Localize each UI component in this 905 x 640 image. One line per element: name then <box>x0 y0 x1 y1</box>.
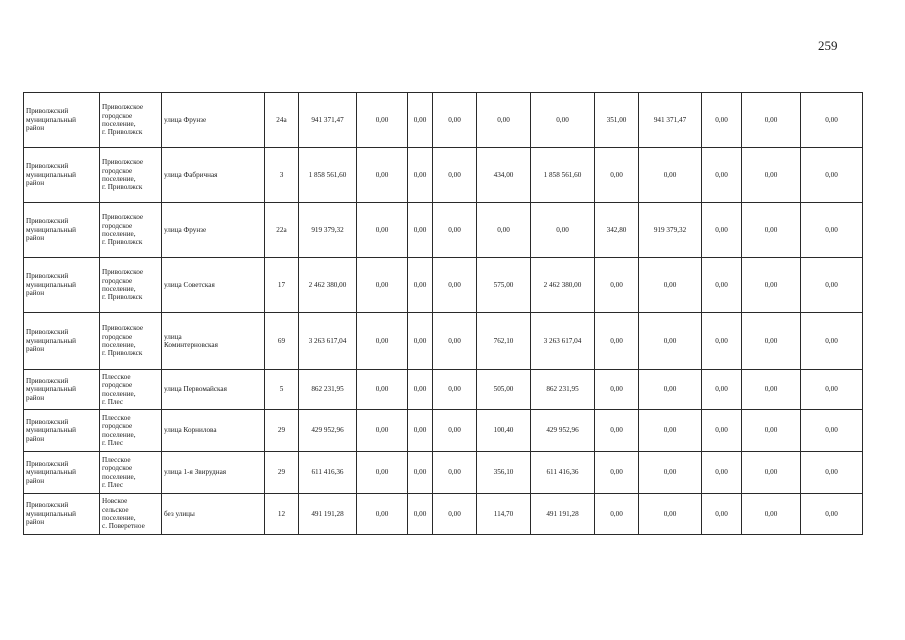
value-cell: 611 416,36 <box>531 452 595 494</box>
value-cell: 0,00 <box>639 452 702 494</box>
value-cell: 0,00 <box>742 258 801 313</box>
street-cell-text: улица Коминтерновская <box>164 332 218 349</box>
district-cell <box>24 148 100 203</box>
district-cell-text: Приволжский муниципальный район <box>26 328 77 354</box>
settlement-cell-text: Приволжское городское поселение, г. Приволжск <box>102 158 144 192</box>
value-cell: 0,00 <box>702 258 742 313</box>
value-cell: 0,00 <box>433 410 477 452</box>
value-cell: 0,00 <box>742 452 801 494</box>
value-cell: 0,00 <box>742 494 801 535</box>
value-cell: 0,00 <box>801 452 863 494</box>
table-row <box>24 148 863 203</box>
street-cell-text: улица Корнилова <box>164 426 217 435</box>
value-cell: 0,00 <box>702 93 742 148</box>
value-cell: 0,00 <box>408 258 433 313</box>
value-cell: 114,70 <box>477 494 531 535</box>
district-cell-text: Приволжский муниципальный район <box>26 162 77 188</box>
value-cell: 0,00 <box>531 93 595 148</box>
value-cell: 0,00 <box>408 370 433 410</box>
settlement-cell <box>100 494 162 535</box>
value-cell: 0,00 <box>595 148 639 203</box>
value-cell: 0,00 <box>639 410 702 452</box>
street-cell <box>162 494 265 535</box>
house-number-cell: 12 <box>265 494 299 535</box>
value-cell: 0,00 <box>408 313 433 370</box>
value-cell: 1 858 561,60 <box>299 148 357 203</box>
settlement-cell <box>100 148 162 203</box>
settlement-cell-text: Плесское городское поселение, г. Плес <box>102 372 136 406</box>
value-cell: 0,00 <box>433 452 477 494</box>
value-cell: 0,00 <box>801 370 863 410</box>
settlement-cell-text: Приволжское городское поселение, г. Приволжск <box>102 213 144 247</box>
value-cell: 0,00 <box>639 494 702 535</box>
settlement-cell <box>100 93 162 148</box>
value-cell: 0,00 <box>702 313 742 370</box>
street-cell <box>162 313 265 370</box>
value-cell: 0,00 <box>639 370 702 410</box>
value-cell: 0,00 <box>433 313 477 370</box>
value-cell: 0,00 <box>702 410 742 452</box>
district-cell-text: Приволжский муниципальный район <box>26 107 77 133</box>
value-cell: 0,00 <box>408 494 433 535</box>
value-cell: 434,00 <box>477 148 531 203</box>
district-cell-text: Приволжский муниципальный район <box>26 376 77 402</box>
district-cell-text: Приволжский муниципальный район <box>26 459 77 485</box>
value-cell: 0,00 <box>595 452 639 494</box>
value-cell: 0,00 <box>357 494 408 535</box>
street-cell-text: улица Фрунзе <box>164 115 207 124</box>
value-cell: 0,00 <box>433 148 477 203</box>
value-cell: 0,00 <box>357 203 408 258</box>
value-cell: 0,00 <box>433 494 477 535</box>
house-number-cell: 29 <box>265 410 299 452</box>
value-cell: 862 231,95 <box>531 370 595 410</box>
value-cell: 0,00 <box>595 258 639 313</box>
value-cell: 0,00 <box>408 203 433 258</box>
house-number-cell: 22а <box>265 203 299 258</box>
value-cell: 0,00 <box>357 258 408 313</box>
value-cell: 862 231,95 <box>299 370 357 410</box>
value-cell: 0,00 <box>742 203 801 258</box>
settlement-cell <box>100 452 162 494</box>
value-cell: 356,10 <box>477 452 531 494</box>
value-cell: 0,00 <box>595 494 639 535</box>
value-cell: 0,00 <box>595 410 639 452</box>
value-cell: 762,10 <box>477 313 531 370</box>
value-cell: 0,00 <box>595 313 639 370</box>
value-cell: 3 263 617,04 <box>299 313 357 370</box>
street-cell <box>162 410 265 452</box>
value-cell: 0,00 <box>433 93 477 148</box>
value-cell: 0,00 <box>357 148 408 203</box>
district-cell <box>24 452 100 494</box>
value-cell: 0,00 <box>801 148 863 203</box>
street-cell-text: улица Фрунзе <box>164 225 207 234</box>
value-cell: 0,00 <box>433 258 477 313</box>
table-row <box>24 410 863 452</box>
district-cell <box>24 203 100 258</box>
value-cell: 919 379,32 <box>639 203 702 258</box>
district-cell <box>24 494 100 535</box>
table-row <box>24 93 863 148</box>
value-cell: 0,00 <box>595 370 639 410</box>
street-cell-text: улица Фабричная <box>164 170 218 179</box>
settlement-cell-text: Новское сельское поселение, с. Поверетное <box>102 497 145 531</box>
value-cell: 0,00 <box>357 452 408 494</box>
district-cell-text: Приволжский муниципальный район <box>26 501 77 527</box>
table-row <box>24 203 863 258</box>
house-number-cell: 17 <box>265 258 299 313</box>
settlement-cell <box>100 203 162 258</box>
value-cell: 0,00 <box>801 410 863 452</box>
settlement-cell <box>100 410 162 452</box>
district-cell <box>24 93 100 148</box>
value-cell: 0,00 <box>742 148 801 203</box>
street-cell-text: улица 1-я Звирудная <box>164 468 227 477</box>
street-cell-text: улица Советская <box>164 280 215 289</box>
value-cell: 0,00 <box>801 494 863 535</box>
value-cell: 941 371,47 <box>299 93 357 148</box>
value-cell: 0,00 <box>639 258 702 313</box>
value-cell: 611 416,36 <box>299 452 357 494</box>
value-cell: 0,00 <box>702 203 742 258</box>
value-cell: 0,00 <box>702 494 742 535</box>
table-row <box>24 494 863 535</box>
district-cell <box>24 370 100 410</box>
value-cell: 351,00 <box>595 93 639 148</box>
value-cell: 0,00 <box>357 410 408 452</box>
value-cell: 0,00 <box>531 203 595 258</box>
value-cell: 100,40 <box>477 410 531 452</box>
value-cell: 342,80 <box>595 203 639 258</box>
house-number-cell: 69 <box>265 313 299 370</box>
table-row <box>24 370 863 410</box>
value-cell: 429 952,96 <box>531 410 595 452</box>
value-cell: 0,00 <box>408 93 433 148</box>
district-cell-text: Приволжский муниципальный район <box>26 417 77 443</box>
value-cell: 3 263 617,04 <box>531 313 595 370</box>
street-cell <box>162 370 265 410</box>
value-cell: 0,00 <box>433 203 477 258</box>
settlement-cell-text: Плесское городское поселение, г. Плес <box>102 413 136 447</box>
page-number: 259 <box>818 38 838 53</box>
value-cell: 0,00 <box>801 203 863 258</box>
value-cell: 0,00 <box>639 313 702 370</box>
value-cell: 1 858 561,60 <box>531 148 595 203</box>
value-cell: 0,00 <box>801 93 863 148</box>
register-body <box>24 93 863 535</box>
settlement-cell <box>100 313 162 370</box>
value-cell: 941 371,47 <box>639 93 702 148</box>
street-cell-text: улица Первомайская <box>164 385 227 394</box>
value-cell: 0,00 <box>742 93 801 148</box>
value-cell: 0,00 <box>742 313 801 370</box>
value-cell: 0,00 <box>477 203 531 258</box>
value-cell: 0,00 <box>357 370 408 410</box>
district-cell-text: Приволжский муниципальный район <box>26 217 77 243</box>
housing-register-table <box>23 92 863 535</box>
street-cell <box>162 203 265 258</box>
value-cell: 0,00 <box>801 313 863 370</box>
value-cell: 429 952,96 <box>299 410 357 452</box>
value-cell: 2 462 380,00 <box>299 258 357 313</box>
value-cell: 0,00 <box>702 370 742 410</box>
value-cell: 919 379,32 <box>299 203 357 258</box>
value-cell: 0,00 <box>702 452 742 494</box>
value-cell: 0,00 <box>742 410 801 452</box>
value-cell: 0,00 <box>408 148 433 203</box>
settlement-cell <box>100 258 162 313</box>
street-cell <box>162 258 265 313</box>
street-cell-text: без улицы <box>164 509 195 518</box>
value-cell: 505,00 <box>477 370 531 410</box>
value-cell: 491 191,28 <box>531 494 595 535</box>
value-cell: 491 191,28 <box>299 494 357 535</box>
value-cell: 0,00 <box>477 93 531 148</box>
settlement-cell <box>100 370 162 410</box>
value-cell: 0,00 <box>433 370 477 410</box>
street-cell <box>162 452 265 494</box>
table-row <box>24 452 863 494</box>
settlement-cell-text: Приволжское городское поселение, г. Приволжск <box>102 103 144 137</box>
district-cell <box>24 410 100 452</box>
district-cell <box>24 313 100 370</box>
value-cell: 575,00 <box>477 258 531 313</box>
house-number-cell: 3 <box>265 148 299 203</box>
table-row <box>24 258 863 313</box>
district-cell-text: Приволжский муниципальный район <box>26 272 77 298</box>
value-cell: 2 462 380,00 <box>531 258 595 313</box>
street-cell <box>162 93 265 148</box>
settlement-cell-text: Приволжское городское поселение, г. Приволжск <box>102 324 144 358</box>
house-number-cell: 5 <box>265 370 299 410</box>
district-cell <box>24 258 100 313</box>
value-cell: 0,00 <box>357 93 408 148</box>
settlement-cell-text: Приволжское городское поселение, г. Приволжск <box>102 268 144 302</box>
table-row <box>24 313 863 370</box>
value-cell: 0,00 <box>408 410 433 452</box>
value-cell: 0,00 <box>408 452 433 494</box>
value-cell: 0,00 <box>357 313 408 370</box>
value-cell: 0,00 <box>702 148 742 203</box>
value-cell: 0,00 <box>801 258 863 313</box>
value-cell: 0,00 <box>742 370 801 410</box>
house-number-cell: 24а <box>265 93 299 148</box>
street-cell <box>162 148 265 203</box>
value-cell: 0,00 <box>639 148 702 203</box>
house-number-cell: 29 <box>265 452 299 494</box>
settlement-cell-text: Плесское городское поселение, г. Плес <box>102 455 136 489</box>
